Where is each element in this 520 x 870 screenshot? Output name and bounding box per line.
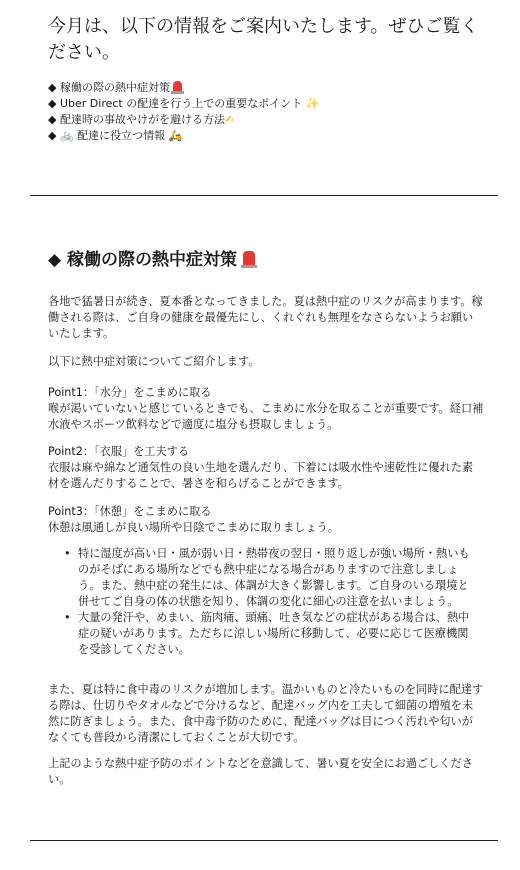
scooter-icon: 🛵 — [168, 129, 183, 142]
section-title-text: 稼働の際の熱中症対策 — [67, 250, 237, 270]
point2-heading: Point2：「衣服」を工夫する — [48, 445, 190, 458]
point1-body: 喉が渇いていないと感じているときでも、こまめに水分を取ることが重要です。経口補水液やスポーツ飲料などで適度に塩分も摂取しましょう。 — [48, 402, 484, 431]
diamond-bullet: ◆ — [48, 81, 60, 94]
list-item-text: 特に湿度が高い日・風が弱い日・熱帯夜の翌日・照り返しが強い場所・熱いものがそばにある場所などでも熱中症になる場合がありますので注意しましょう。また、熱中症の発生には、体調が大きく影響します。ご自身のいる環境と併せてご自身の体の状態を知り、体調の変化に細心の注意を払いましょう。 — [78, 547, 470, 608]
list-item — [64, 546, 478, 610]
point3 — [48, 504, 484, 536]
diamond-bullet: ◆ — [48, 250, 67, 270]
bullet-dot: • — [64, 547, 71, 560]
point2 — [48, 444, 484, 492]
bicycle-icon: 🚲 — [59, 129, 74, 142]
bullet-dot: • — [64, 611, 71, 624]
intro-text: 今月は、以下の情報をご案内いたします。ぜひご覧ください。 — [48, 16, 479, 63]
toc-item-label: 稼働の際の熱中症対策 — [59, 81, 170, 94]
toc-item-uber-direct — [48, 96, 488, 112]
section-title — [48, 248, 488, 272]
siren-icon — [173, 81, 182, 92]
point3-heading: Point3：「休憩」をこまめに取る — [48, 505, 212, 518]
diamond-bullet: ◆ — [48, 113, 60, 126]
toc-item-heatstroke — [48, 80, 488, 96]
diamond-bullet: ◆ — [48, 129, 60, 142]
point1 — [48, 385, 484, 433]
toc-item-label: 配達時の事故やけがを避ける方法 — [59, 113, 225, 126]
diamond-bullet: ◆ — [48, 97, 60, 110]
siren-icon — [243, 251, 255, 266]
sparkle-icon: ✨ — [305, 97, 320, 110]
divider-top — [30, 195, 498, 196]
list-item — [64, 610, 478, 658]
bullet-list — [64, 546, 478, 658]
table-of-contents — [48, 80, 488, 144]
paragraph-intro: 各地で猛暑日が続き、夏本番となってきました。夏は熱中症のリスクが高まります。稼働される際は、ご自身の健康を最優先にし、くれぐれも無理をなさらないようお願いいたします。 — [48, 295, 483, 340]
toc-item-useful-info — [48, 128, 488, 144]
writing-hand-icon: ✍ — [224, 113, 235, 126]
divider-bottom — [30, 840, 498, 841]
paragraph-food-poisoning: また、夏は特に食中毒のリスクが増加します。温かいものと冷たいものを同時に配達する際は、仕切りやタオルなどで分けるなど、配達バッグ内を工夫して細菌の増殖を未然に防ぎましょう。また、食中毒予防のために、配達バッグは目につく汚れや匂いがなくても普段から清潔にしておくことが大切です。 — [48, 683, 484, 744]
point2-body: 衣服は麻や綿など通気性の良い生地を選んだり、下着には吸水性や速乾性に優れた素材を選んだりすることで、暑さを和らげることができます。 — [48, 461, 474, 490]
list-item-text: 大量の発汗や、めまい、筋肉痛、頭痛、吐き気などの症状がある場合は、熱中症の疑いがあります。ただちに涼しい場所に移動して、必要に応じて医療機関を受診してください。 — [78, 611, 470, 656]
point3-body: 休憩は風通しが良い場所や日陰でこまめに取りましょう。 — [48, 521, 339, 534]
toc-item-label: Uber Direct の配達を行う上での重要なポイント — [59, 97, 303, 110]
paragraph-lead: 以下に熱中症対策についてご紹介します。 — [48, 355, 260, 368]
point1-heading: Point1：「水分」をこまめに取る — [48, 386, 212, 399]
toc-item-accidents — [48, 112, 488, 128]
paragraph-closing: 上記のような熱中症予防のポイントなどを意識して、暑い夏を安全にお過ごしください。 — [48, 757, 473, 786]
toc-item-label: 配達に役立つ情報 — [77, 129, 166, 142]
